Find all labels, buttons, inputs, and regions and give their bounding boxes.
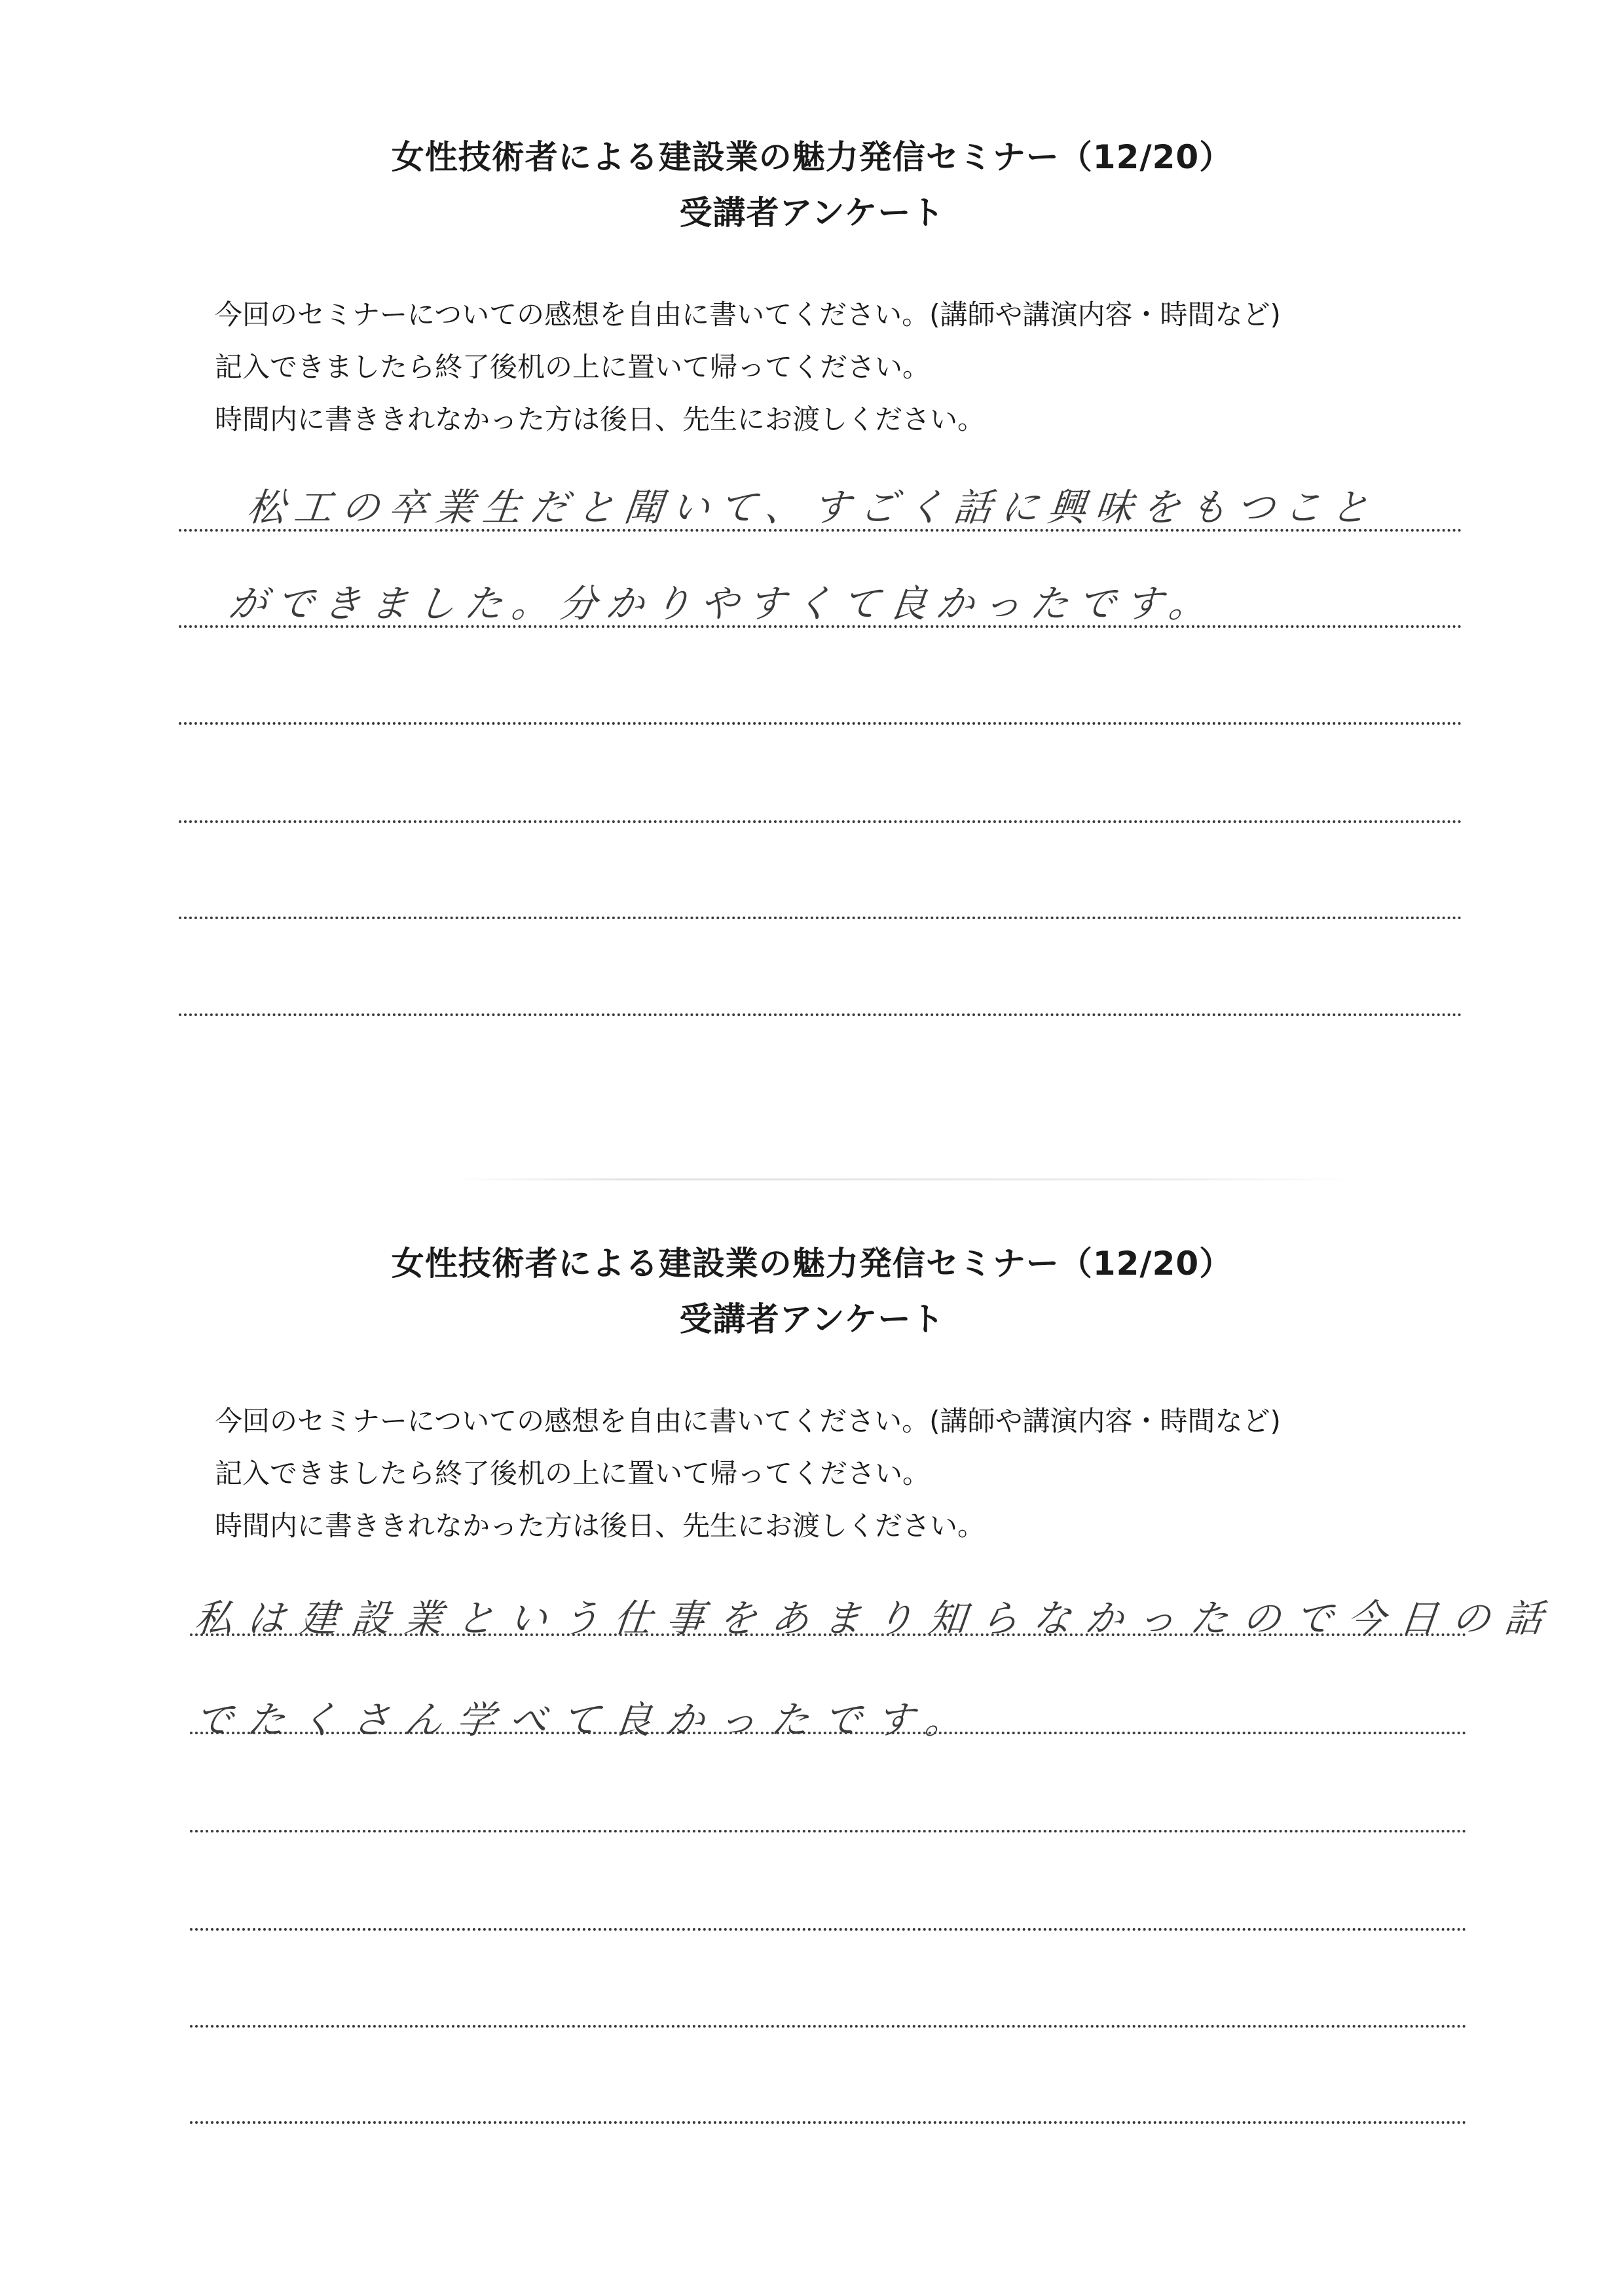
- answer-rule: [179, 917, 1462, 919]
- form-title: 女性技術者による建設業の魅力発信セミナー（12/20）: [391, 138, 1233, 176]
- answer-rule: [190, 2121, 1467, 2124]
- answer-rule: [190, 2025, 1467, 2028]
- answer-rule: [190, 1928, 1467, 1931]
- handwritten-answer-line: 松工の卒業生だと聞いて、すごく話に興味をもつこと: [244, 485, 1380, 530]
- questionnaire-form-2: [0, 1231, 1624, 2291]
- answer-rule: [179, 722, 1462, 725]
- scan-artifact: [452, 1178, 1356, 1180]
- instruction-line: 記入できましたら終了後机の上に置いて帰ってください。: [215, 351, 931, 383]
- answer-rule: [190, 1830, 1467, 1832]
- answer-rule: [179, 820, 1462, 823]
- form-subtitle: 受講者アンケート: [679, 194, 945, 232]
- handwritten-answer-line: でたくさん学べて良かったです。: [192, 1698, 980, 1742]
- questionnaire-form-1: [0, 124, 1624, 1185]
- form-subtitle: 受講者アンケート: [679, 1300, 945, 1338]
- answer-rule: [179, 529, 1462, 532]
- answer-rule: [179, 1013, 1462, 1016]
- handwritten-answer-line: 私は建設業という仕事をあまり知らなかったので今日の話: [192, 1596, 1560, 1641]
- instruction-line: 時間内に書ききれなかった方は後日、先生にお渡しください。: [215, 1510, 986, 1542]
- form-title: 女性技術者による建設業の魅力発信セミナー（12/20）: [391, 1245, 1233, 1283]
- instruction-line: 今回のセミナーについての感想を自由に書いてください。(講師や講演内容・時間など): [215, 299, 1281, 331]
- instruction-line: 記入できましたら終了後机の上に置いて帰ってください。: [215, 1457, 931, 1489]
- instruction-line: 今回のセミナーについての感想を自由に書いてください。(講師や講演内容・時間など): [215, 1405, 1281, 1437]
- handwritten-answer-line: ができました。分かりやすくて良かったです。: [226, 581, 1219, 626]
- answer-rule: [190, 1732, 1467, 1734]
- answer-rule: [190, 1633, 1467, 1636]
- instruction-line: 時間内に書ききれなかった方は後日、先生にお渡しください。: [215, 403, 986, 435]
- answer-rule: [179, 625, 1462, 628]
